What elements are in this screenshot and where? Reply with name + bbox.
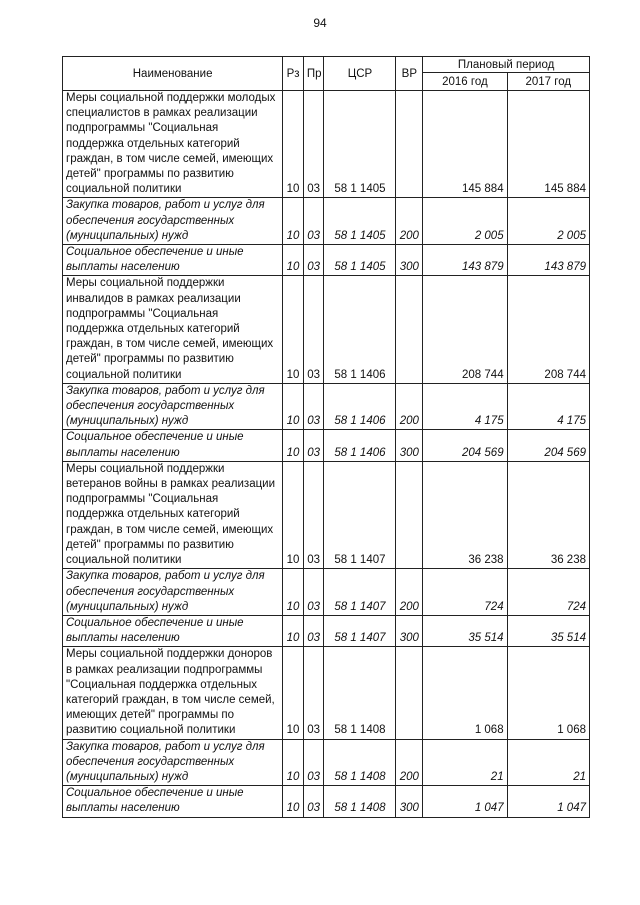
row-csr-cell: 58 1 1406 xyxy=(324,276,396,383)
row-vr-cell: 200 xyxy=(396,383,423,430)
table-row xyxy=(63,569,590,616)
row-2017-value: 1 047 xyxy=(507,786,589,817)
header-csr: ЦСР xyxy=(324,57,396,91)
row-vr-cell: 300 xyxy=(396,245,423,276)
row-name-cell: Закупка товаров, работ и услуг для обеспечения государственных (муниципальных) нужд xyxy=(63,739,283,786)
row-2016-value: 4 175 xyxy=(423,383,507,430)
row-pr-cell: 03 xyxy=(303,461,324,568)
row-rz-cell: 10 xyxy=(283,739,304,786)
row-name-cell: Меры социальной поддержки инвалидов в рамках реализации подпрограммы "Социальная поддержка отдельных категорий граждан, в том числе семей, имеющих детей" программы по развитию социальной политики xyxy=(63,276,283,383)
row-csr-cell: 58 1 1407 xyxy=(324,615,396,646)
header-name: Наименование xyxy=(63,57,283,91)
row-2016-value: 36 238 xyxy=(423,461,507,568)
row-2017-value: 2 005 xyxy=(507,198,589,245)
header-plan-period: Плановый период xyxy=(423,57,590,73)
row-name-cell: Социальное обеспечение и иные выплаты населению xyxy=(63,245,283,276)
row-pr-cell: 03 xyxy=(303,430,324,461)
row-csr-cell: 58 1 1406 xyxy=(324,430,396,461)
table-body xyxy=(63,91,590,818)
row-2016-value: 2 005 xyxy=(423,198,507,245)
page-number: 94 xyxy=(313,16,327,30)
row-name-cell: Закупка товаров, работ и услуг для обеспечения государственных (муниципальных) нужд xyxy=(63,569,283,616)
row-pr-cell: 03 xyxy=(303,245,324,276)
row-vr-cell: 300 xyxy=(396,786,423,817)
row-2016-value: 143 879 xyxy=(423,245,507,276)
row-vr-cell: 200 xyxy=(396,569,423,616)
row-2017-value: 143 879 xyxy=(507,245,589,276)
row-vr-cell xyxy=(396,647,423,739)
row-2016-value: 1 068 xyxy=(423,647,507,739)
row-name-cell: Социальное обеспечение и иные выплаты населению xyxy=(63,615,283,646)
row-rz-cell: 10 xyxy=(283,245,304,276)
row-csr-cell: 58 1 1405 xyxy=(324,91,396,198)
row-csr-cell: 58 1 1408 xyxy=(324,739,396,786)
row-rz-cell: 10 xyxy=(283,786,304,817)
table-row xyxy=(63,786,590,817)
row-name-cell: Закупка товаров, работ и услуг для обеспечения государственных (муниципальных) нужд xyxy=(63,383,283,430)
row-csr-cell: 58 1 1407 xyxy=(324,569,396,616)
row-2017-value: 204 569 xyxy=(507,430,589,461)
row-rz-cell: 10 xyxy=(283,198,304,245)
row-rz-cell: 10 xyxy=(283,276,304,383)
row-csr-cell: 58 1 1408 xyxy=(324,786,396,817)
row-name-cell: Закупка товаров, работ и услуг для обеспечения государственных (муниципальных) нужд xyxy=(63,198,283,245)
row-name-cell: Меры социальной поддержки доноров в рамках реализации подпрограммы "Социальная поддержка отдельных категорий граждан, в том числе семей, имеющих детей" программы по развитию социальной политики xyxy=(63,647,283,739)
row-pr-cell: 03 xyxy=(303,383,324,430)
row-2017-value: 724 xyxy=(507,569,589,616)
row-pr-cell: 03 xyxy=(303,739,324,786)
row-2017-value: 21 xyxy=(507,739,589,786)
row-2016-value: 1 047 xyxy=(423,786,507,817)
row-pr-cell: 03 xyxy=(303,569,324,616)
row-rz-cell: 10 xyxy=(283,461,304,568)
header-rz: Рз xyxy=(283,57,304,91)
row-rz-cell: 10 xyxy=(283,647,304,739)
row-name-cell: Социальное обеспечение и иные выплаты населению xyxy=(63,786,283,817)
row-rz-cell: 10 xyxy=(283,569,304,616)
row-csr-cell: 58 1 1406 xyxy=(324,383,396,430)
row-rz-cell: 10 xyxy=(283,430,304,461)
table-row xyxy=(63,739,590,786)
row-2016-value: 208 744 xyxy=(423,276,507,383)
row-2017-value: 36 238 xyxy=(507,461,589,568)
table-row xyxy=(63,615,590,646)
table-row xyxy=(63,430,590,461)
table-row xyxy=(63,383,590,430)
row-vr-cell: 300 xyxy=(396,430,423,461)
row-2016-value: 724 xyxy=(423,569,507,616)
row-pr-cell: 03 xyxy=(303,91,324,198)
row-rz-cell: 10 xyxy=(283,383,304,430)
header-year-2017: 2017 год xyxy=(507,73,589,91)
table-row xyxy=(63,461,590,568)
row-vr-cell xyxy=(396,91,423,198)
row-csr-cell: 58 1 1405 xyxy=(324,245,396,276)
row-vr-cell xyxy=(396,461,423,568)
row-csr-cell: 58 1 1405 xyxy=(324,198,396,245)
table-row xyxy=(63,245,590,276)
row-2016-value: 21 xyxy=(423,739,507,786)
row-name-cell: Меры социальной поддержки ветеранов войны в рамках реализации подпрограммы "Социальная поддержка отдельных категорий граждан, в том числе семей, имеющих детей" программы по развитию социальной политики xyxy=(63,461,283,568)
header-year-2016: 2016 год xyxy=(423,73,507,91)
row-vr-cell: 300 xyxy=(396,615,423,646)
row-vr-cell xyxy=(396,276,423,383)
row-2016-value: 145 884 xyxy=(423,91,507,198)
row-2017-value: 1 068 xyxy=(507,647,589,739)
row-pr-cell: 03 xyxy=(303,198,324,245)
row-name-cell: Меры социальной поддержки молодых специалистов в рамках реализации подпрограммы "Социальная поддержка отдельных категорий граждан, в том числе семей, имеющих детей" программы по развитию социальной политики xyxy=(63,91,283,198)
row-name-cell: Социальное обеспечение и иные выплаты населению xyxy=(63,430,283,461)
row-csr-cell: 58 1 1408 xyxy=(324,647,396,739)
row-2016-value: 204 569 xyxy=(423,430,507,461)
table-row xyxy=(63,647,590,739)
budget-table xyxy=(62,56,590,818)
row-2017-value: 4 175 xyxy=(507,383,589,430)
row-rz-cell: 10 xyxy=(283,615,304,646)
row-pr-cell: 03 xyxy=(303,615,324,646)
row-rz-cell: 10 xyxy=(283,91,304,198)
row-pr-cell: 03 xyxy=(303,647,324,739)
row-vr-cell: 200 xyxy=(396,198,423,245)
row-2016-value: 35 514 xyxy=(423,615,507,646)
row-2017-value: 208 744 xyxy=(507,276,589,383)
table-row xyxy=(63,198,590,245)
header-vr: ВР xyxy=(396,57,423,91)
row-pr-cell: 03 xyxy=(303,786,324,817)
row-2017-value: 145 884 xyxy=(507,91,589,198)
header-pr: Пр xyxy=(303,57,324,91)
table-row xyxy=(63,91,590,198)
row-csr-cell: 58 1 1407 xyxy=(324,461,396,568)
row-pr-cell: 03 xyxy=(303,276,324,383)
table-row xyxy=(63,276,590,383)
row-vr-cell: 200 xyxy=(396,739,423,786)
row-2017-value: 35 514 xyxy=(507,615,589,646)
